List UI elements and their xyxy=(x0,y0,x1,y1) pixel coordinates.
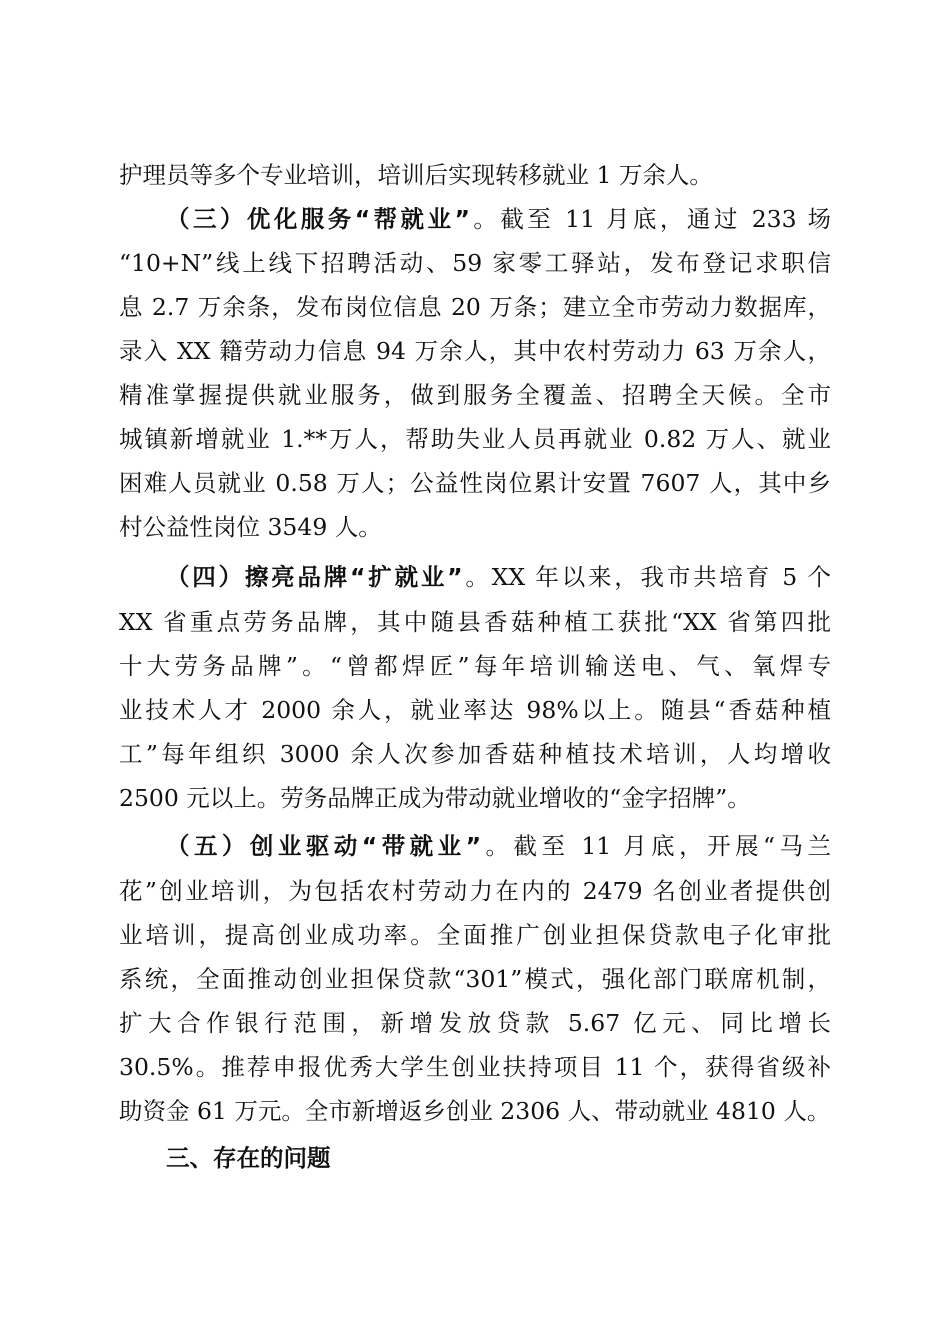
paragraph-line: 护理员等多个专业培训，培训后实现转移就业 1 万余人。 xyxy=(119,161,713,189)
paragraph-text: 。截至 11 月底，通过 233 场 xyxy=(469,205,831,233)
paragraph-line: 系统，全面推动创业担保贷款“301”模式，强化部门联席机制， xyxy=(119,965,831,993)
subsection-heading: （五）创业驱动“带就业” xyxy=(166,832,482,860)
paragraph-line: 2500 元以上。劳务品牌正成为带动就业增收的“金字招牌”。 xyxy=(119,784,751,812)
paragraph-line: 30.5%。推荐申报优秀大学生创业扶持项目 11 个，获得省级补 xyxy=(119,1053,831,1081)
paragraph-text: 。XX 年以来，我市共培育 5 个 xyxy=(462,563,831,591)
paragraph-line xyxy=(166,557,831,597)
subsection-heading: （四）擦亮品牌“扩就业” xyxy=(166,563,463,591)
subsection-heading: （三）优化服务“帮就业” xyxy=(166,205,470,233)
paragraph-line: 业培训，提高创业成功率。全面推广创业担保贷款电子化审批 xyxy=(119,921,831,949)
section-heading: 三、存在的问题 xyxy=(166,1144,331,1172)
paragraph-line: 精准掌握提供就业服务，做到服务全覆盖、招聘全天候。全市 xyxy=(119,381,831,409)
paragraph-line: 扩大合作银行范围，新增发放贷款 5.67 亿元、同比增长 xyxy=(119,1009,831,1037)
paragraph-text: 。截至 11 月底，开展“马兰 xyxy=(481,832,831,860)
paragraph-line: 录入 XX 籍劳动力信息 94 万余人，其中农村劳动力 63 万余人， xyxy=(119,337,831,365)
paragraph-line: 困难人员就业 0.58 万人；公益性岗位累计安置 7607 人，其中乡 xyxy=(119,469,831,497)
paragraph-line: 花”创业培训，为包括农村劳动力在内的 2479 名创业者提供创 xyxy=(119,877,831,905)
paragraph-line: 城镇新增就业 1.**万人，帮助失业人员再就业 0.82 万人、就业 xyxy=(119,425,831,453)
paragraph-line: 业技术人才 2000 余人，就业率达 98%以上。随县“香菇种植 xyxy=(119,696,831,724)
paragraph-line: 助资金 61 万元。全市新增返乡创业 2306 人、带动就业 4810 人。 xyxy=(119,1097,831,1125)
paragraph-line xyxy=(166,826,831,866)
paragraph-line: 村公益性岗位 3549 人。 xyxy=(119,513,382,541)
paragraph-line: 息 2.7 万余条，发布岗位信息 20 万条；建立全市劳动力数据库， xyxy=(119,293,831,321)
paragraph-line: 工”每年组织 3000 余人次参加香菇种植技术培训，人均增收 xyxy=(119,740,831,768)
paragraph-line: XX 省重点劳务品牌，其中随县香菇种植工获批“XX 省第四批 xyxy=(119,608,831,636)
paragraph-line xyxy=(166,199,831,239)
paragraph-line: 十大劳务品牌”。“曾都焊匠”每年培训输送电、气、氧焊专 xyxy=(119,652,831,680)
paragraph-line: “10+N”线上线下招聘活动、59 家零工驿站，发布登记求职信 xyxy=(119,249,831,277)
